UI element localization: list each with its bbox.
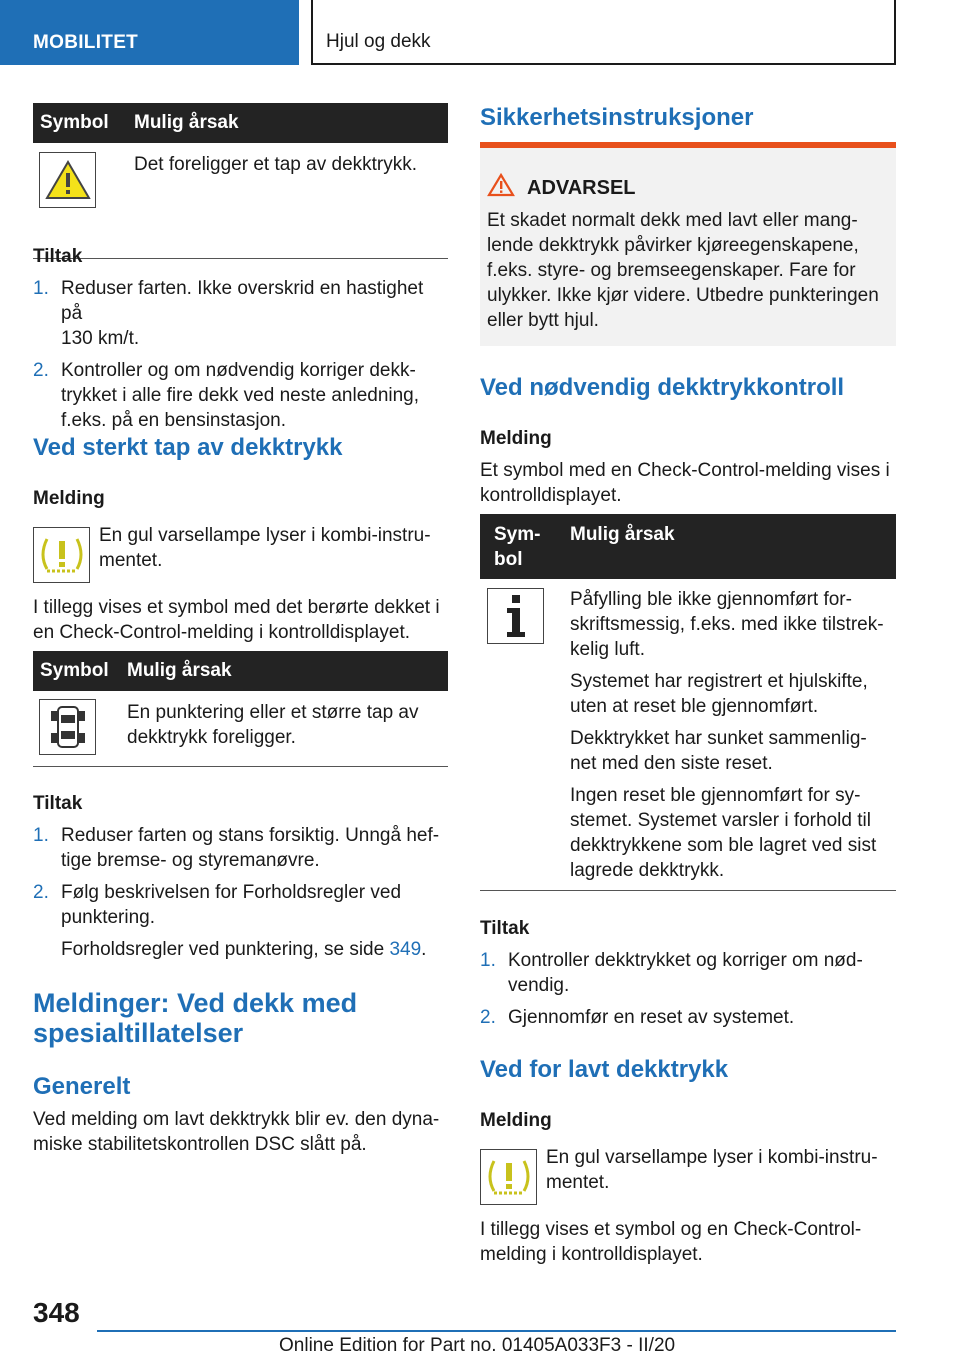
table-header-symbol: Sym- bol [494,524,541,570]
tiltak-title: Tiltak [480,918,530,939]
tire-pressure-warning-icon [480,1149,537,1205]
symbol-table-3 [480,514,896,891]
list-item: 2. Kontroller og om nødvendig korriger dekk- trykket i alle fire dekk ved neste anledning, f.eks. på en bensinstasjon. [33,360,420,431]
chapter-title: Hjul og dekk [326,31,431,52]
cross-reference: Forholdsregler ved punktering, se side 349. [61,939,427,960]
symbol-table-2 [33,651,448,767]
list-item: 1. Reduser farten. Ikke overskrid en hastighet på 130 km/t. [33,278,424,349]
heading-nodvendig: Ved nødvendig dekktrykkontroll [480,374,845,401]
heading-sterkt-tap: Ved sterkt tap av dekktrykk [33,434,343,461]
melding-text: En gul varsellampe lyser i kombi-instru- mentet. [546,1147,878,1193]
melding-title: Melding [480,428,552,449]
section-tab [0,0,299,65]
info-icon [487,588,544,644]
paragraph: Ved melding om lavt dekktrykk blir ev. den dyna- miske stabilitetskontrollen DSC slått på. [33,1109,440,1155]
section-title: MOBILITET [33,32,139,53]
tiltak-section-1 [33,244,448,433]
footer-divider [97,1330,896,1332]
tiltak-section-3 [480,916,896,1030]
warning-triangle-icon [39,152,96,208]
warning-text: Et skadet normalt dekk med lavt eller mang- lende dekktrykk påvirker kjøreegenskapene, f.eks. styre- og bremseegenskaper. Fare for ulykker. Ikke kjør videre. Utbedre punkteringen eller bytt hjul. [487,210,879,331]
chapter-header [311,0,896,65]
tiltak-title: Tiltak [33,793,83,814]
table-cell-cause: Påfylling ble ikke gjennomført for- skriftsmessig, f.eks. med ikke tilstrek- kelig luft. Systemet har registrert et hjulskifte, uten at reset ble gjennomført. Dekktrykket har sunket sammenlig- net med den siste reset. Ingen reset ble gjennomført for sy- stemet. Systemet varsler i forhold til dekktrykkene som ble lagret ved sist lagrede dekktrykk. [570,589,884,881]
list-item: 1. Reduser farten og stans forsiktig. Unngå hef- tige bremse- og styremanøvre. [33,825,440,871]
table-header-symbol: Symbol [40,660,109,681]
edition-text: Online Edition for Part no. 01405A033F3 - II/20 [279,1335,676,1356]
list-item: 2. Gjennomfør en reset av systemet. [480,1007,795,1028]
table-header-cause: Mulig årsak [134,112,239,133]
list-item: 1. Kontroller dekktrykket og korriger om nød- vendig. [480,950,863,996]
page-link[interactable]: 349 [389,939,422,960]
warning-box [480,142,896,346]
table-header-symbol: Symbol [40,112,109,133]
heading-for-lavt: Ved for lavt dekktrykk [480,1056,729,1083]
list-item: 2. Følg beskrivelsen for Forholdsregler ved punktering. [33,882,402,928]
melding-title: Melding [33,488,105,509]
warning-icon [487,173,515,204]
paragraph: I tillegg vises et symbol med det berørte dekket i en Check-Control-melding i kontrolldisplayet. [33,597,440,643]
heading-generelt: Generelt [33,1073,131,1100]
table-header-cause: Mulig årsak [127,660,232,681]
car-tire-icon [39,699,96,755]
heading-meldinger: Meldinger: Ved dekk med spesialtillatelser [33,988,358,1048]
warning-title: ADVARSEL [527,177,636,199]
table-header-cause: Mulig årsak [570,524,675,545]
heading-sikkerhet: Sikkerhetsinstruksjoner [480,104,754,131]
melding-title: Melding [480,1110,552,1131]
symbol-table-1 [33,103,448,259]
table-cell-cause: Det foreligger et tap av dekktrykk. [134,154,418,175]
melding-text: En gul varsellampe lyser i kombi-instru- mentet. [99,525,431,571]
table-cell-cause: En punktering eller et større tap av dekktrykk foreligger. [127,702,419,748]
page-number: 348 [33,1297,80,1328]
tiltak-title: Tiltak [33,246,83,267]
paragraph: Et symbol med en Check-Control-melding vises i kontrolldisplayet. [480,460,890,506]
paragraph: I tillegg vises et symbol og en Check-Control- melding i kontrolldisplayet. [480,1219,862,1265]
tiltak-section-2 [33,791,448,962]
tire-pressure-warning-icon [33,527,90,583]
